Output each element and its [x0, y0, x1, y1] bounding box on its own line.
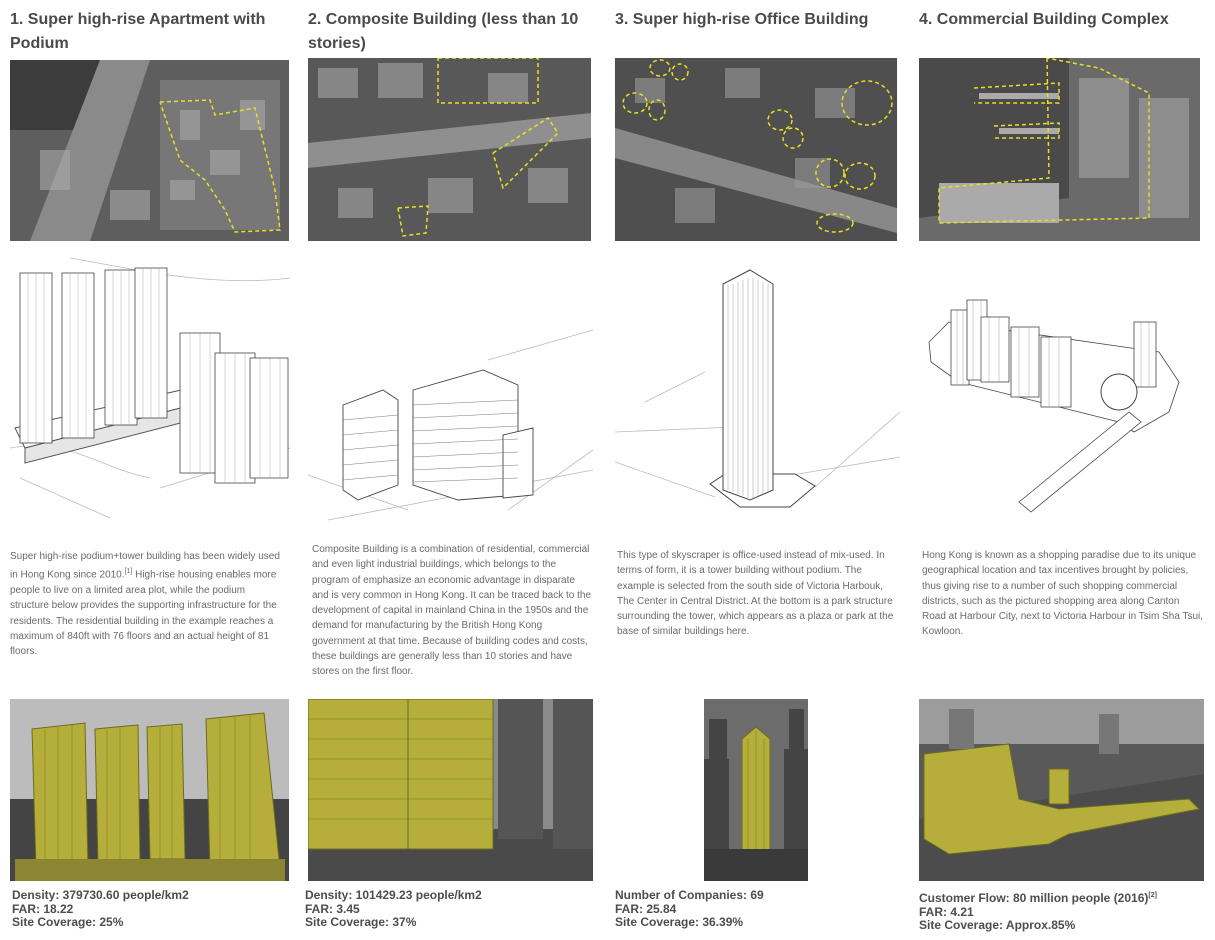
density-stat: Density: 101429.23 people/km2: [305, 888, 482, 902]
aerial-photo: [615, 58, 897, 241]
site-coverage-stat: Site Coverage: 25%: [12, 915, 124, 929]
footnote-ref: [2]: [1148, 892, 1157, 899]
column-description: Hong Kong is known as a shopping paradise due to its unique geographical location and tax incentives brought by policies, thus giving rise to a number of such shopping commercial districts, such as the pictured shopping area along Canton Road at Harbour City, next to Victoria Harbour in Tsim Sha Tsui, Kowloon.: [922, 550, 1204, 638]
street-photo: [10, 699, 289, 881]
description-text-cont: High-rise housing enables more people to live on a limited area plot, while the podium structure below provides the supporting infrastructure for the residents. The residential building in the example reaches a maximum of 840ft with 76 floors and an actual height of 81 floors.: [10, 569, 277, 658]
footnote-ref: [1]: [124, 568, 133, 576]
axonometric-model: [308, 260, 593, 525]
stats-block: [919, 889, 1204, 933]
column-1: [10, 0, 292, 940]
column-description: Composite Building is a combination of residential, commercial and even light industrial buildings, which belongs to the program of emphasize an economic advantage in disparate and is very common in Hong Kong. It can be traced back to the development of capital in mainland China in the 1950s and the demand for manufacturing by the British Hong Kong government at that time. Because of building codes and costs, these buildings are generally less than 10 stories and have stores on the first floor.: [312, 544, 592, 678]
density-stat: Density: 379730.60 people/km2: [12, 888, 189, 902]
column-3: [615, 0, 905, 940]
column-description: [10, 549, 285, 659]
stats-block: [615, 889, 905, 930]
site-coverage-stat: Site Coverage: 37%: [305, 915, 417, 929]
aerial-photo: [308, 58, 591, 241]
column-title: 1. Super high-rise Apartment with Podium: [10, 11, 266, 52]
companies-stat: Number of Companies: 69: [615, 888, 764, 902]
column-title: 4. Commercial Building Complex: [919, 11, 1169, 28]
column-title: 3. Super high-rise Office Building: [615, 11, 869, 28]
column-2: [305, 0, 598, 940]
column-description: This type of skyscraper is office-used instead of mix-used. In terms of form, it is a tower building without podium. The example is selected from the south side of Victoria Harbouk, The Center in Central District. At the bottom is a park structure surrounding the tower, which appears as a plaza or park at the base of similar buildings here.: [617, 550, 894, 638]
axonometric-model: [615, 262, 900, 512]
far-stat: FAR: 25.84: [615, 901, 677, 916]
customer-flow-stat: [919, 889, 1204, 906]
stats-block: [305, 889, 595, 930]
column-title: 2. Composite Building (less than 10 stories): [308, 11, 579, 52]
axonometric-model: [10, 248, 292, 523]
far-stat: FAR: 4.21: [919, 904, 974, 919]
far-stat: FAR: 18.22: [12, 901, 74, 916]
stats-block: [12, 889, 292, 930]
street-photo: [308, 699, 593, 881]
description-text: Super high-rise podium+tower building has been widely used in Hong Kong since 2010.: [10, 551, 280, 581]
column-4: [919, 0, 1209, 940]
skyline-photo: [704, 699, 808, 881]
aerial-photo: [919, 58, 1200, 241]
aerial-photo: [10, 60, 289, 241]
harbour-photo: [919, 699, 1204, 881]
site-coverage-stat: Site Coverage: 36.39%: [615, 915, 744, 929]
customer-flow-text: Customer Flow: 80 million people (2016): [919, 891, 1149, 905]
axonometric-model: [919, 262, 1204, 527]
site-coverage-stat: Site Coverage: Approx.85%: [919, 918, 1076, 932]
far-stat: FAR: 3.45: [305, 901, 360, 916]
